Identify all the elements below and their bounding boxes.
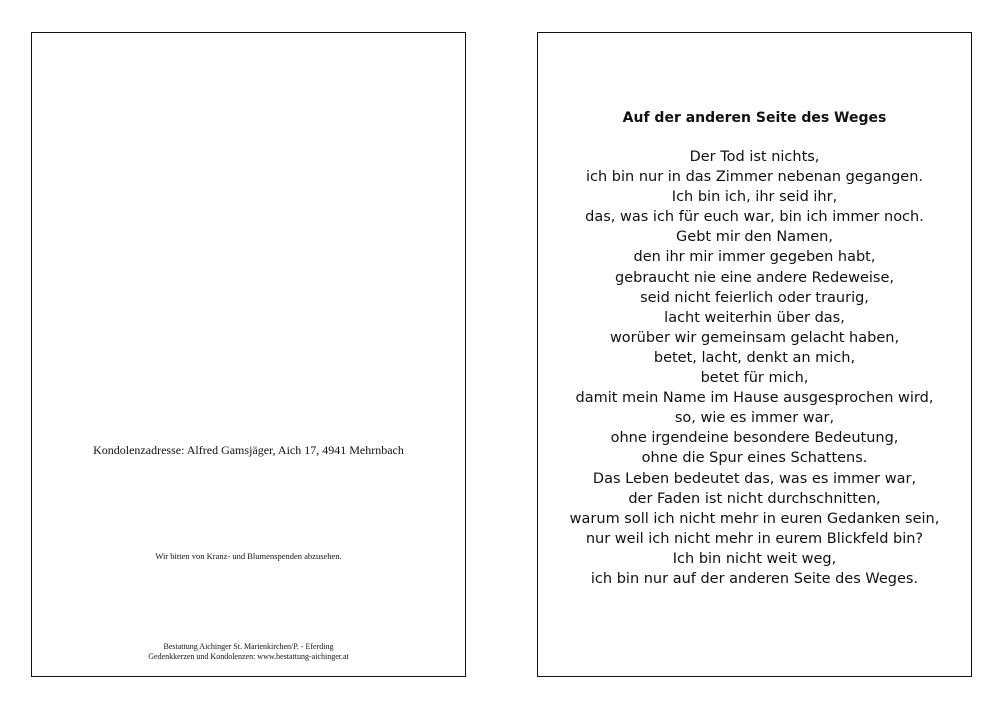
poem-line: warum soll ich nicht mehr in euren Gedanken sein, <box>569 510 940 527</box>
poem-line: betet für mich, <box>700 370 809 387</box>
left-card <box>31 32 466 677</box>
poem-line: damit mein Name im Hause ausgesprochen wird, <box>575 390 934 407</box>
poem-line: der Faden ist nicht durchschnitten, <box>628 490 881 507</box>
poem-line: so, wie es immer war, <box>674 410 835 427</box>
poem-line: betet, lacht, denkt an mich, <box>653 349 856 366</box>
poem-line: nur weil ich nicht mehr in eurem Blickfeld bin? <box>585 530 924 547</box>
footer-line: Gedenkkerzen und Kondolenzen: www.bestattung-aichinger.at <box>148 651 349 661</box>
poem-line: Der Tod ist nichts, <box>689 149 820 165</box>
right-card <box>537 32 972 677</box>
poem-line: ich bin nur in das Zimmer nebenan gegangen. <box>585 169 923 186</box>
flower-donation-note: Wir bitten von Kranz- und Blumenspenden abzusehen. <box>155 551 342 561</box>
poem-line: Ich bin nicht weit weg, <box>672 550 837 567</box>
poem-line: worüber wir gemeinsam gelacht haben, <box>609 329 900 346</box>
footer-line: Bestattung Aichinger St. Marienkirchen/P. - Eferding <box>163 642 334 651</box>
poem-line: lacht weiterhin über das, <box>664 309 845 326</box>
poem-line: ohne irgendeine besondere Bedeutung, <box>610 430 899 447</box>
funeral-home-footer <box>32 642 465 661</box>
poem-line: Gebt mir den Namen, <box>676 229 833 246</box>
poem-line: ich bin nur auf der anderen Seite des Weges. <box>590 570 919 587</box>
poem-line: Das Leben bedeutet das, was es immer war, <box>592 470 917 487</box>
poem-line: Ich bin ich, ihr seid ihr, <box>671 189 838 206</box>
poem-line: seid nicht feierlich oder traurig, <box>640 289 869 306</box>
poem-title: Auf der anderen Seite des Weges <box>622 110 887 126</box>
poem-text <box>538 147 971 589</box>
poem-line: den ihr mir immer gegeben habt, <box>633 249 876 266</box>
condolence-address: Kondolenzadresse: Alfred Gamsjäger, Aich 17, 4941 Mehrnbach <box>93 443 404 457</box>
poem-line: gebraucht nie eine andere Redeweise, <box>615 269 894 286</box>
poem-line: ohne die Spur eines Schattens. <box>641 450 868 467</box>
poem-line: das, was ich für euch war, bin ich immer noch. <box>585 209 924 226</box>
